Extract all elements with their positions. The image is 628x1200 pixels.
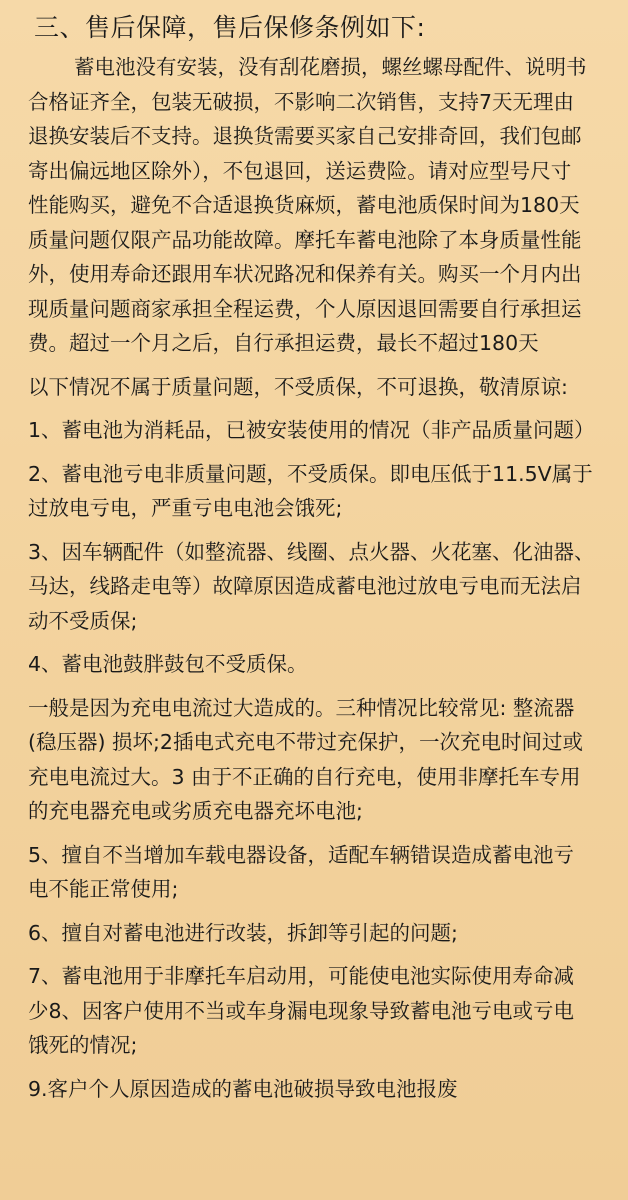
text-line: 马达，线路走电等）故障原因造成蓄电池过放电亏电而无法启 — [28, 574, 582, 598]
list-item — [28, 838, 606, 907]
list-item — [28, 457, 606, 526]
text-line: 1、蓄电池为消耗品，已被安装使用的情况（非产品质量问题） — [28, 418, 595, 442]
text-line: 性能购买，避免不合适退换货麻烦，蓄电池质保时间为180天 — [28, 193, 580, 217]
text-line: 饿死的情况; — [28, 1033, 138, 1057]
list-item — [28, 916, 606, 951]
list-item — [28, 1072, 606, 1107]
exclusion-intro — [28, 370, 606, 405]
text-line: 少8、因客户使用不当或车身漏电现象导致蓄电池亏电或亏电 — [28, 998, 575, 1023]
text-line: 充电电流过大。3 由于不正确的自行充电，使用非摩托车专用 — [28, 764, 581, 789]
section-heading: 三、售后保障，售后保修条例如下: — [34, 13, 426, 42]
text-line: 以下情况不属于质量问题，不受质保，不可退换，敬清原谅: — [28, 374, 568, 399]
list-item — [28, 535, 606, 639]
list-item — [28, 691, 606, 829]
list-item — [28, 413, 606, 448]
text-line: 现质量问题商家承担全程运费，个人原因退回需要自行承担运 — [28, 296, 582, 321]
text-line: 2、蓄电池亏电非质量问题，不受质保。即电压低于11.5V属于 — [28, 461, 593, 486]
text-line: 9.客户个人原因造成的蓄电池破损导致电池报废 — [28, 1076, 458, 1101]
text-line: 过放电亏电，严重亏电电池会饿死; — [28, 496, 343, 520]
text-line: 7、蓄电池用于非摩托车启动用，可能使电池实际使用寿命减 — [28, 964, 575, 988]
text-line: 外，使用寿命还跟用车状况路况和保养有关。购买一个月内出 — [28, 262, 582, 286]
text-line: 3、因车辆配件（如整流器、线圈、点火器、火花塞、化油器、 — [28, 539, 595, 564]
text-line: 合格证齐全，包装无破损，不影响二次销售，支持7天无理由 — [28, 89, 575, 114]
text-line: 的充电器充电或劣质充电器充坏电池; — [28, 799, 363, 823]
text-line: 费。超过一个月之后，自行承担运费，最长不超过180天 — [28, 331, 539, 355]
text-line: (稳压器) 损坏;2插电式充电不带过充保护，一次充电时间过或 — [28, 730, 583, 754]
text-line: 一般是因为充电电流过大造成的。三种情况比较常见: 整流器 — [28, 695, 575, 720]
text-line: 动不受质保; — [28, 608, 138, 633]
list-item — [28, 959, 606, 1063]
text-line: 蓄电池没有安装，没有刮花磨损，螺丝螺母配件、说明书 — [74, 55, 587, 79]
text-line: 质量问题仅限产品功能故障。摩托车蓄电池除了本身质量性能 — [28, 227, 582, 252]
text-line: 寄出偏远地区除外），不包退回，送运费险。请对应型号尺寸 — [28, 158, 572, 183]
text-line: 电不能正常使用; — [28, 877, 179, 901]
text-line: 4、蓄电池鼓胖鼓包不受质保。 — [28, 652, 308, 676]
text-line: 6、擅自对蓄电池进行改装，拆卸等引起的问题; — [28, 920, 458, 945]
intro-paragraph — [28, 50, 606, 361]
text-line: 5、擅自不当增加车载电器设备，适配车辆错误造成蓄电池亏 — [28, 842, 575, 867]
list-item — [28, 647, 606, 682]
text-line: 退换安装后不支持。退换货需要买家自己安排奇回，我们包邮 — [28, 124, 582, 148]
